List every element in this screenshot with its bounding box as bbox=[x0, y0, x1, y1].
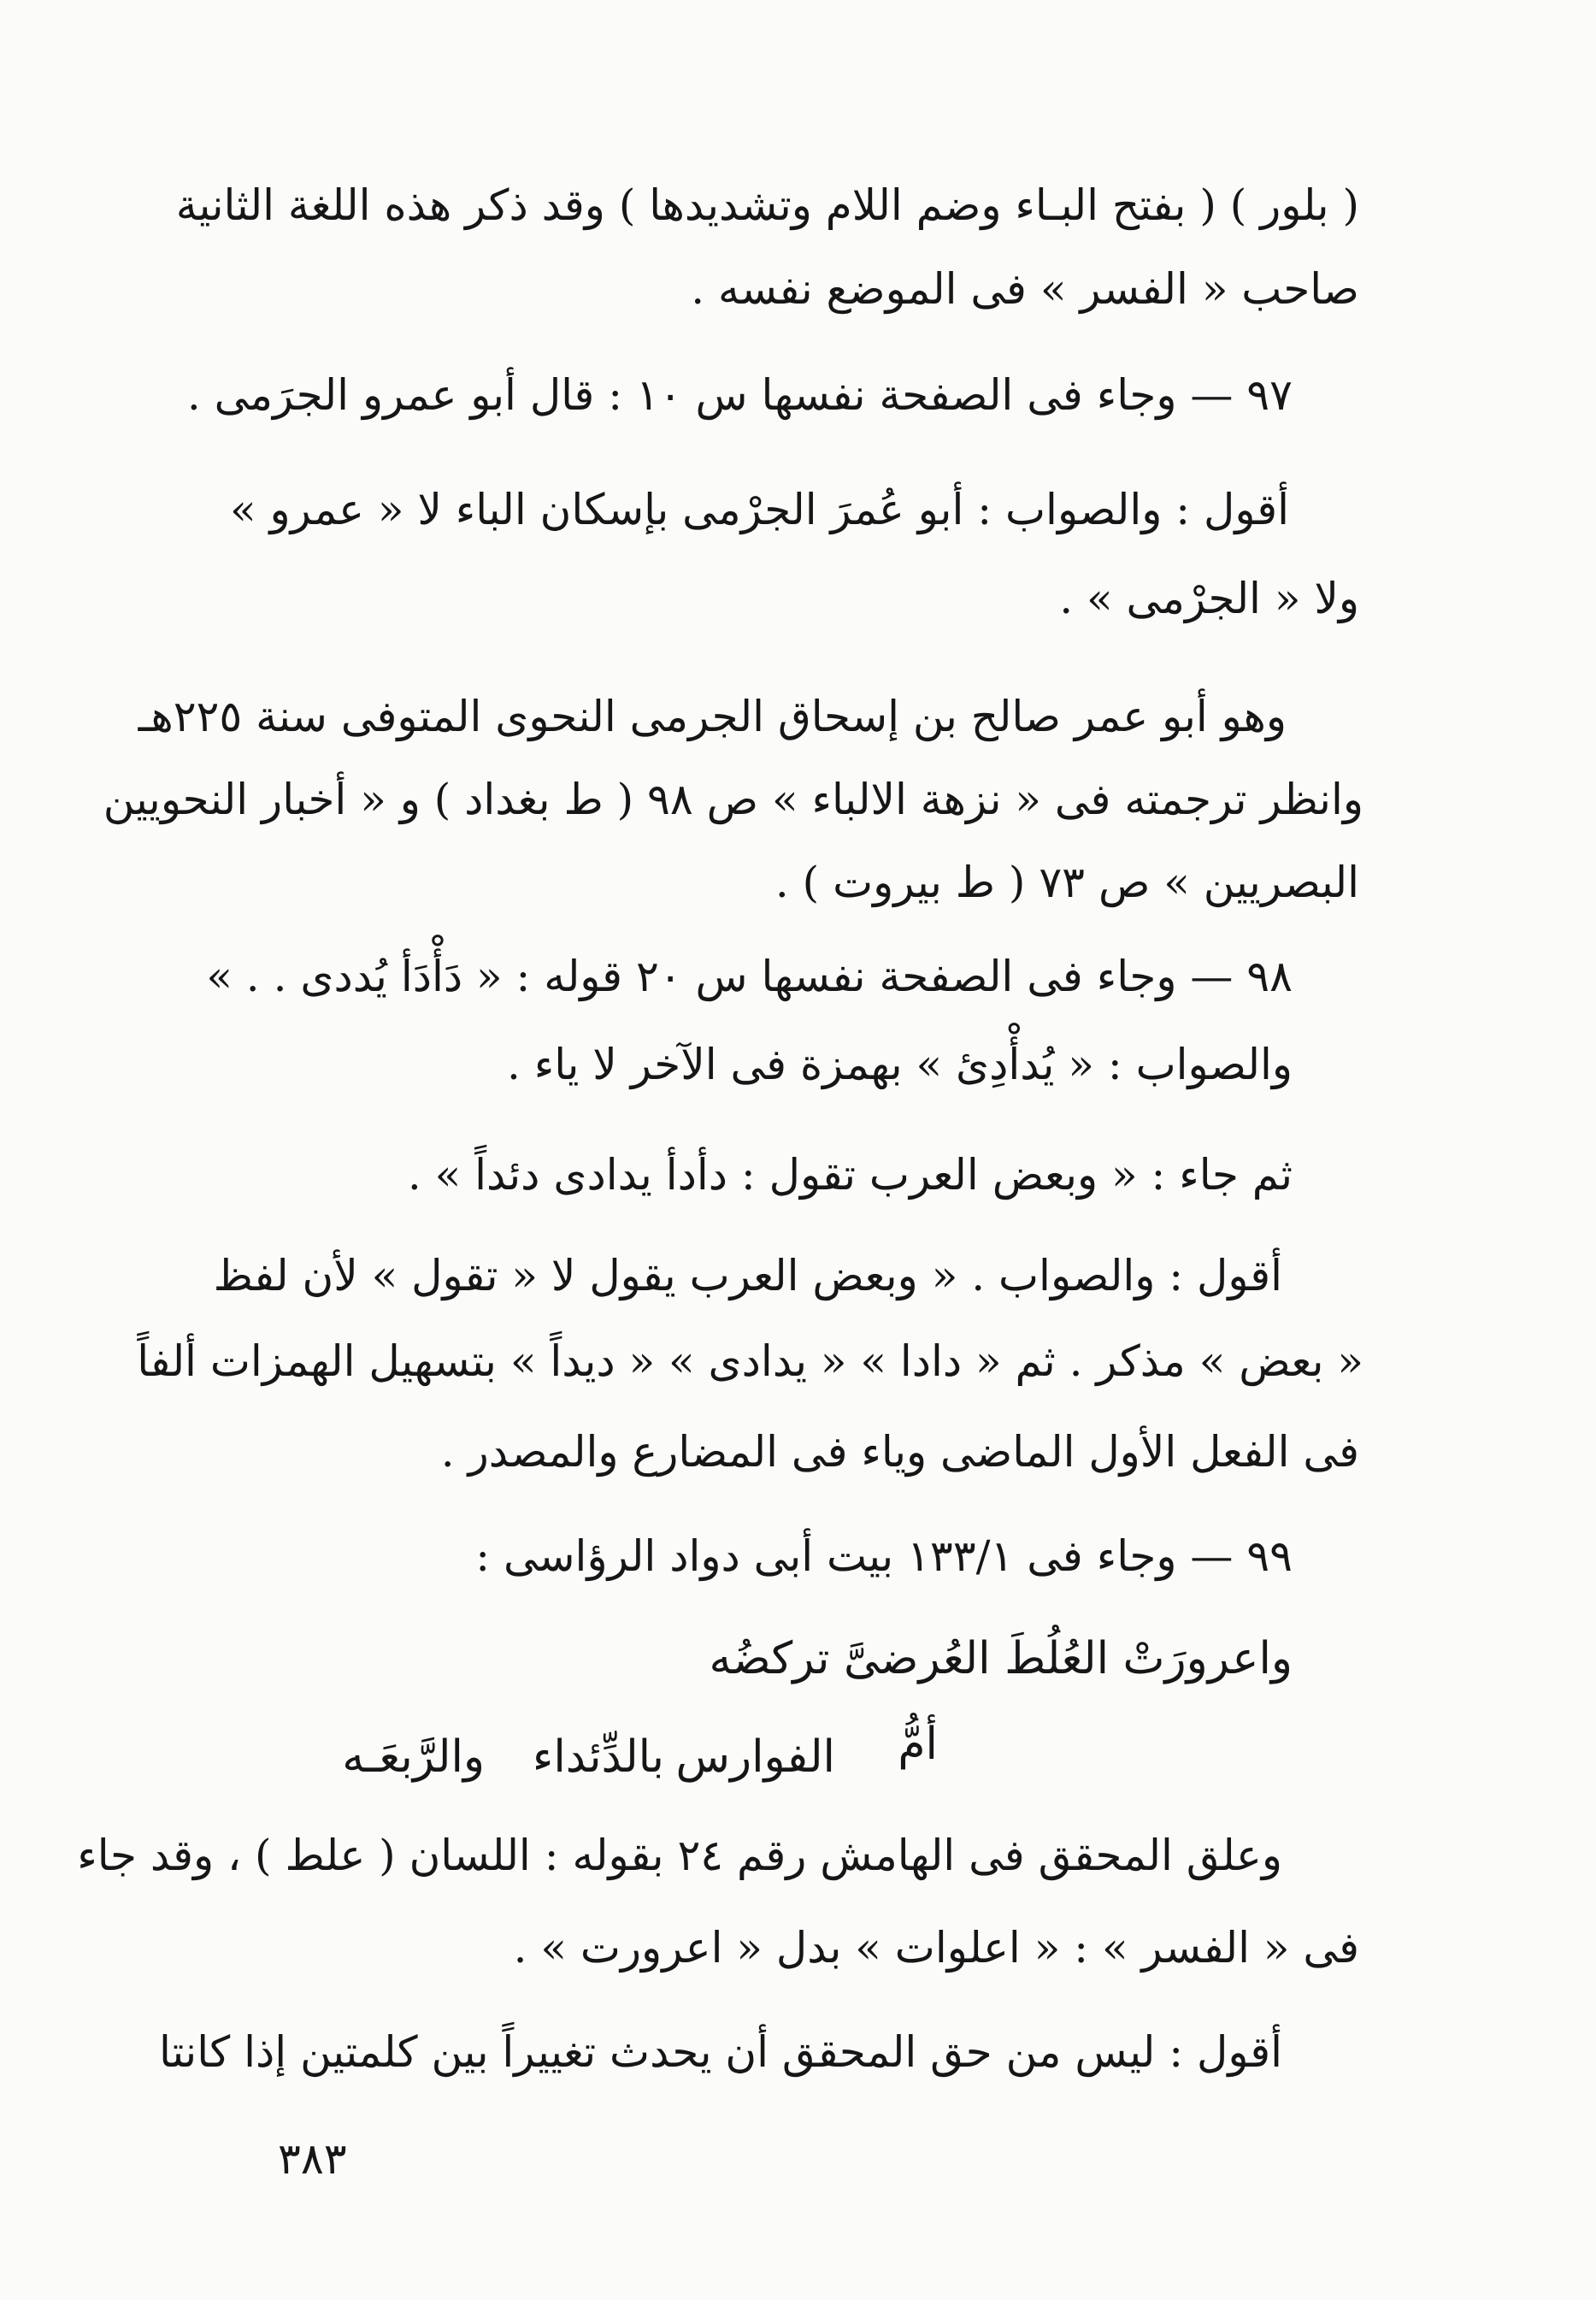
text-line: أقول : والصواب . « وبعض العرب يقول لا « تقول » لأن لفظ bbox=[213, 1251, 1282, 1300]
text-line: صاحب « الفسر » فى الموضع نفسه . bbox=[691, 264, 1359, 314]
verse-hemistich-2-word-4: والرَّبعَـه bbox=[342, 1731, 485, 1783]
item-98-heading: ٩٨ — وجاء فى الصفحة نفسها س ٢٠ قوله : « دَأْدَأ يُددى . . » bbox=[206, 952, 1293, 1001]
verse-hemistich-1: واعرورَتْ العُلُطَ العُرضىَّ تركضُه bbox=[709, 1633, 1293, 1684]
page-number: ٣٨٣ bbox=[278, 2134, 347, 2184]
text-line: فى الفعل الأول الماضى وياء فى المضارع والمصدر . bbox=[440, 1427, 1359, 1477]
item-99-heading: ٩٩ — وجاء فى ١٣٣/١ بيت أبى دواد الرؤاسى : bbox=[475, 1531, 1293, 1581]
text-line: والصواب : « يُدأْدِئ » بهمزة فى الآخر لا ياء . bbox=[506, 1040, 1293, 1089]
text-line: البصريين » ص ٧٣ ( ط بيروت ) . bbox=[774, 858, 1359, 907]
text-line: وهو أبو عمر صالح بن إسحاق الجرمى النحوى المتوفى سنة ٢٢٥هـ bbox=[138, 692, 1287, 741]
verse-hemistich-2-word-2: الفوارس bbox=[675, 1731, 835, 1783]
text-line: ثم جاء : « وبعض العرب تقول : دأدأ يدادى دئداً » . bbox=[407, 1150, 1293, 1200]
item-97-heading: ٩٧ — وجاء فى الصفحة نفسها س ١٠ : قال أبو عمرو الجرَمى . bbox=[186, 370, 1293, 420]
text-line: فى « الفسر » : « اعلوات » بدل « اعرورت » . bbox=[513, 1923, 1359, 1973]
verse-hemistich-2-word-1: أمُّ bbox=[898, 1719, 938, 1770]
text-line: ولا « الجرْمى » . bbox=[1059, 574, 1359, 623]
text-line: « بعض » مذكر . ثم « دادا » « يدادى » « ديداً » بتسهيل الهمزات ألفاً bbox=[137, 1336, 1363, 1386]
text-line: ( بلور ) ( بفتح البـاء وضم اللام وتشديدها ) وقد ذكر هذه اللغة الثانية bbox=[175, 180, 1359, 230]
verse-hemistich-2-word-3: بالدِّئداء bbox=[532, 1731, 664, 1783]
text-line: وعلق المحقق فى الهامش رقم ٢٤ بقوله : اللسان ( علط ) ، وقد جاء bbox=[77, 1831, 1282, 1880]
text-line: أقول : والصواب : أبو عُمرَ الجرْمى بإسكان الباء لا « عمرو » bbox=[230, 485, 1289, 534]
text-line: أقول : ليس من حق المحقق أن يحدث تغييراً بين كلمتين إذا كانتا bbox=[158, 2027, 1282, 2077]
text-line: وانظر ترجمته فى « نزهة الالباء » ص ٩٨ ( ط بغداد ) و « أخبار النحويين bbox=[103, 775, 1363, 824]
